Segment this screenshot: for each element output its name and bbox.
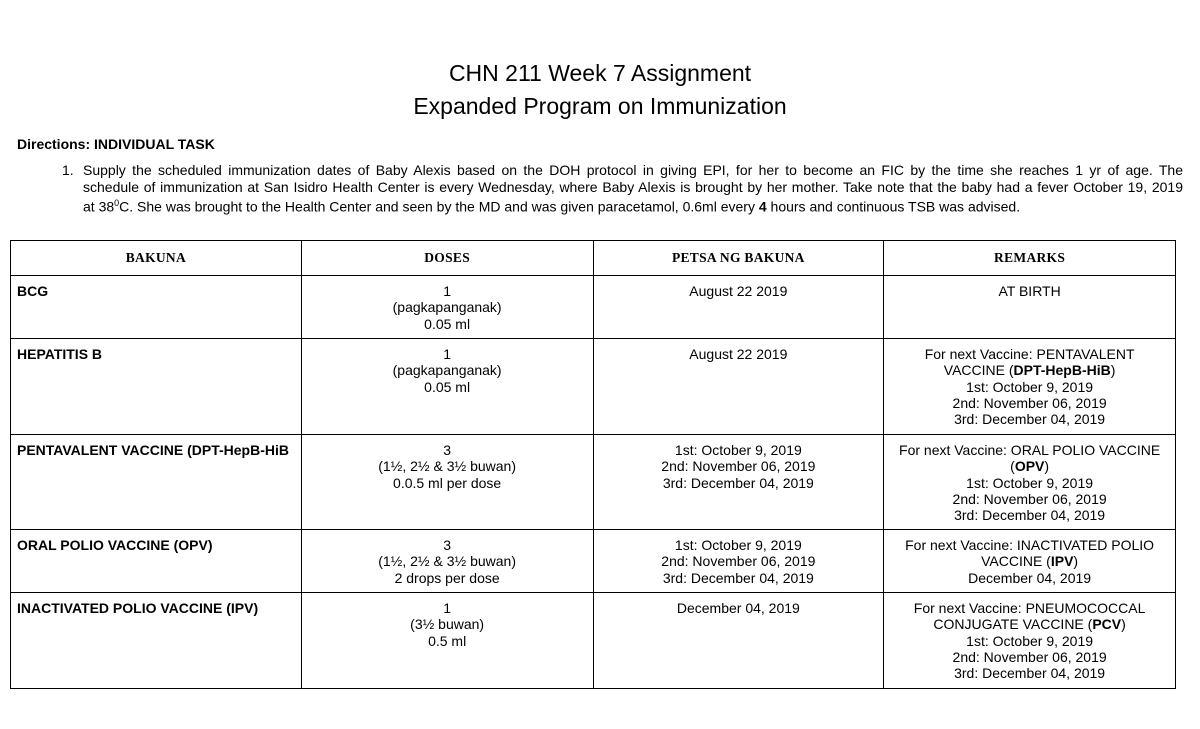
date-entry: August 22 2019 xyxy=(689,346,788,362)
vaccine-name: INACTIVATED POLIO VACCINE (IPV) xyxy=(11,593,302,689)
vaccine-name: ORAL POLIO VACCINE (OPV) xyxy=(11,530,302,593)
remarks-line: 2nd: November 06, 2019 xyxy=(952,394,1107,411)
instruction-line-3 xyxy=(83,195,1183,215)
remarks-vaccine-code: DPT-HepB-HiB xyxy=(1013,362,1111,379)
table-row xyxy=(11,339,1176,435)
date-entry: August 22 2019 xyxy=(689,283,788,299)
remarks-text: ) xyxy=(1110,362,1116,379)
doses-amount: 0.0.5 ml per dose xyxy=(393,474,502,491)
remarks-vaccine-code: IPV xyxy=(1050,553,1074,570)
remarks-text: VACCINE ( xyxy=(943,362,1014,379)
doses-count: 3 xyxy=(443,442,452,458)
date-entry: 2nd: November 06, 2019 xyxy=(661,458,816,475)
remarks-line: For next Vaccine: PNEUMOCOCCAL xyxy=(913,600,1146,616)
instruction-number: 1. xyxy=(62,162,74,178)
remarks-line: 3rd: December 04, 2019 xyxy=(954,665,1106,682)
table-row xyxy=(11,435,1176,530)
date-entry: 1st: October 9, 2019 xyxy=(674,442,802,458)
doses-amount: 0.5 ml xyxy=(428,632,467,649)
instruction-line-3-end: hours and continuous TSB was advised. xyxy=(766,198,1021,215)
doses-timing: (pagkapanganak) xyxy=(392,299,502,316)
remarks-line: 3rd: December 04, 2019 xyxy=(954,411,1106,428)
doses-cell xyxy=(301,435,593,530)
doses-count: 1 xyxy=(443,600,452,616)
table-row xyxy=(11,530,1176,593)
header-doses: DOSES xyxy=(301,241,593,276)
remarks-line: For next Vaccine: INACTIVATED POLIO xyxy=(905,537,1155,553)
date-entry: 3rd: December 04, 2019 xyxy=(662,569,814,586)
dates-cell xyxy=(593,276,884,339)
remarks-line: December 04, 2019 xyxy=(968,569,1092,586)
remarks-line: 1st: October 9, 2019 xyxy=(966,474,1094,491)
remarks-cell xyxy=(884,435,1176,530)
remarks-text: ( xyxy=(1010,458,1015,475)
doses-amount: 0.05 ml xyxy=(424,378,471,395)
remarks-line: 3rd: December 04, 2019 xyxy=(954,507,1106,524)
remarks-line xyxy=(890,553,1169,569)
doses-amount: 0.05 ml xyxy=(424,315,471,332)
instruction-line-1: Supply the scheduled immunization dates of Baby Alexis based on the DOH protocol in giving EPI, for her to become an FIC by the time she reaches 1 yr of age. The xyxy=(83,162,1183,178)
remarks-line xyxy=(890,616,1169,632)
vaccine-name: BCG xyxy=(11,276,302,339)
table-header-row xyxy=(11,241,1176,276)
remarks-text: VACCINE ( xyxy=(981,553,1051,570)
doses-count: 1 xyxy=(443,283,452,299)
remarks-text: ) xyxy=(1073,553,1079,570)
remarks-line: For next Vaccine: ORAL POLIO VACCINE xyxy=(899,442,1161,458)
doses-timing: (pagkapanganak) xyxy=(392,362,502,379)
date-entry: 1st: October 9, 2019 xyxy=(674,537,802,553)
header-remarks: REMARKS xyxy=(884,241,1176,276)
doses-timing: (1½, 2½ & 3½ buwan) xyxy=(378,553,516,570)
doses-count: 3 xyxy=(443,537,452,553)
date-entry: 2nd: November 06, 2019 xyxy=(661,553,816,570)
remarks-line: 1st: October 9, 2019 xyxy=(966,632,1094,649)
header-petsa: PETSA NG BAKUNA xyxy=(593,241,884,276)
doses-cell xyxy=(301,530,593,593)
dates-cell xyxy=(593,435,884,530)
immunization-table xyxy=(10,240,1176,689)
doses-amount: 2 drops per dose xyxy=(394,569,500,586)
remarks-cell xyxy=(884,339,1176,435)
remarks-line xyxy=(890,458,1169,474)
instruction-line-2: schedule of immunization at San Isidro Health Center is every Wednesday, where Baby Alexis is brought by her mother. Take note that the baby had a fever October 19, 2019 xyxy=(83,178,1183,195)
doses-cell xyxy=(301,276,593,339)
remarks-cell xyxy=(884,276,1176,339)
remarks-line: 2nd: November 06, 2019 xyxy=(952,490,1107,507)
vaccine-name: PENTAVALENT VACCINE (DPT-HepB-HiB xyxy=(11,435,302,530)
dates-cell xyxy=(593,339,884,435)
date-entry: December 04, 2019 xyxy=(676,600,800,616)
remarks-vaccine-code: OPV xyxy=(1014,458,1045,475)
header-bakuna: BAKUNA xyxy=(11,241,302,276)
document-title: CHN 211 Week 7 Assignment xyxy=(448,60,752,86)
instruction-line-3-hours: 4 xyxy=(758,198,767,215)
remarks-text: ) xyxy=(1044,458,1050,475)
doses-cell xyxy=(301,339,593,435)
vaccine-name: HEPATITIS B xyxy=(11,339,302,435)
table-row xyxy=(11,276,1176,339)
remarks-vaccine-code: PCV xyxy=(1092,616,1122,633)
remarks-line: 1st: October 9, 2019 xyxy=(966,378,1094,395)
remarks-line xyxy=(890,362,1169,378)
remarks-line: AT BIRTH xyxy=(998,283,1061,299)
degree-superscript: 0 xyxy=(114,198,120,208)
instruction-line-3-middle: C. She was brought to the Health Center and seen by the MD and was given paracetamol, 0.6ml every xyxy=(119,198,759,215)
doses-count: 1 xyxy=(443,346,452,362)
remarks-line: For next Vaccine: PENTAVALENT xyxy=(924,346,1135,362)
doses-cell xyxy=(301,593,593,689)
remarks-cell xyxy=(884,593,1176,689)
doses-timing: (3½ buwan) xyxy=(410,616,485,633)
dates-cell xyxy=(593,530,884,593)
remarks-line: 2nd: November 06, 2019 xyxy=(952,648,1107,665)
remarks-text: CONJUGATE VACCINE ( xyxy=(933,616,1093,633)
date-entry: 3rd: December 04, 2019 xyxy=(662,474,814,491)
remarks-text: ) xyxy=(1121,616,1126,633)
document-subtitle: Expanded Program on Immunization xyxy=(413,93,787,119)
table-row xyxy=(11,593,1176,689)
directions-label: Directions: INDIVIDUAL TASK xyxy=(17,136,215,152)
instruction-line-3-start: at 38 xyxy=(83,198,115,215)
instruction-text xyxy=(83,162,1183,215)
doses-timing: (1½, 2½ & 3½ buwan) xyxy=(378,458,516,475)
dates-cell xyxy=(593,593,884,689)
remarks-cell xyxy=(884,530,1176,593)
